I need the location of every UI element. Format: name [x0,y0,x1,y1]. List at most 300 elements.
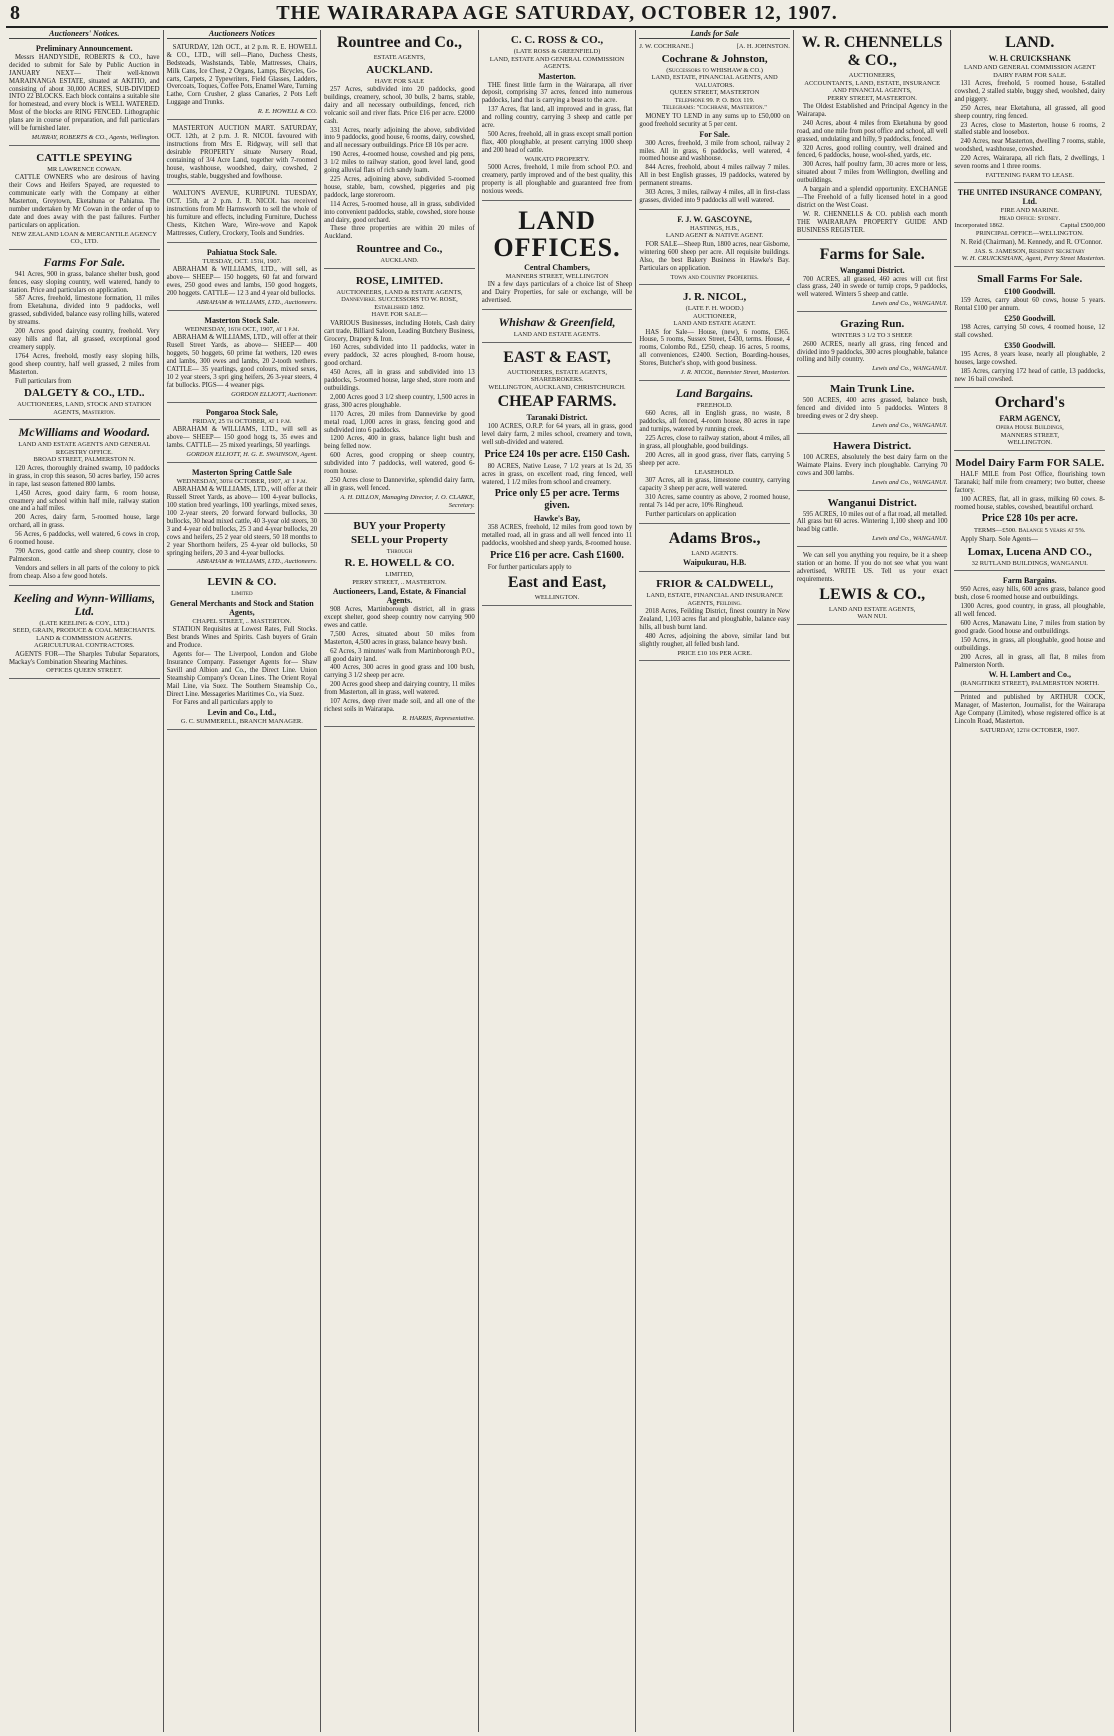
list-item: 600 Acres, Manawatu Line, 7 miles from station by good grade. Good house and outbuildings. [954,620,1106,635]
ad-keeling [9,588,160,679]
ad-heading: Whishaw & Greenfield, [498,315,616,329]
ad-signature: A. H. DILLON, Managing Director, J. O. CLARKE, Secretary. [340,493,475,509]
ad-repeat: Rountree and Co., [356,243,443,256]
ad-heading: Keeling and Wynn-Williams, Ltd. [13,590,156,618]
list-item: 190 Acres, 4-roomed house, cowshed and pig pens, 3 1/2 miles to railway station, good level land, good going alluvial flats of rich sandy loam. [324,151,475,175]
price: PRICE £10 10s PER ACRE. [677,649,752,657]
directors: N. Reid (Chairman), M. Kennedy, and R. O'Connor. [960,238,1103,246]
list-item: AGRICULTURAL CONTRACTORS. [34,642,135,650]
ad-sub: LIMITED, [385,571,414,579]
list-item: 225 Acres, adjoining above, subdivided 5-roomed house, stable, barn, cowshed, piggeries and pig paddock, large storeroom. [324,175,475,199]
ad-footer: These three properties are within 20 miles of Auckland. [324,225,475,241]
ad-sub: AUCTIONEERS, [848,72,896,79]
ad-heading: Orchard's [994,394,1065,412]
ad-lead: HAVE FOR SALE— [371,311,428,319]
list-item: 225 Acres, close to railway station, about 4 miles, all in grass, all ploughable, good buildings. [639,435,790,451]
list-item: 320 Acres, good rolling country, well drained and fenced, 6 paddocks, house, wool-shed, yards, etc. [796,144,948,160]
ad-sub: LAND AND ESTATE AGENTS AND GENERAL REGISTRY OFFICE. [18,441,151,456]
ad-farms [9,252,160,421]
ad-ross [482,30,633,201]
ad-heading: Farms For Sale. [43,254,126,269]
district-heading: Taranaki District. [526,413,588,422]
ad-sub: (Successors to WHISHAW & CO.) [666,66,763,74]
newspaper-title: THE WAIRARAPA AGE SATURDAY, OCTOBER 12, 1907. [276,1,838,24]
terms: TERMS—£500. Balance 5 years at 5%. [973,527,1086,535]
list-item: 1200 Acres, 400 in grass, balance light bush and being felled now. [324,435,475,451]
list-item: 700 ACRES, all grassed, 460 acres will cut first class grass, 240 in swede or turnip crops, 9 paddocks, well watered. Winters 5 sheep and cattle. [796,275,948,299]
ad-heading: LAND OFFICES. [493,205,621,262]
list-item: 23 Acres, close to Masterton, house 6 rooms, 2 stalled stable and loosebox. [954,121,1106,137]
column-4 [479,30,637,1732]
ad-pongaroa [167,405,318,463]
list-item: 200 Acres good sheep and dairying country, 11 miles from Masterton, all in grass, well watered. [324,681,475,697]
ad-repeat-city: AUCKLAND. [380,257,419,265]
ad-mcwilliams [9,422,160,585]
list-item: 62 Acres, 3 minutes' walk from Martinborough P.O., all good dairy land. [324,647,475,663]
ad-telephone: Telephone 99. P. O. Box 119. [674,96,755,104]
list-item: 5000 Acres, freehold, 1 mile from school P.O. and creamery, partly improved and of the best quality, this property is all ploughable and guaranteed free from noxious weeds. [481,164,633,195]
ad-sub: Central Chambers, [524,262,590,272]
ad-heading: CATTLE SPEYING [36,151,133,164]
ad-sub: WINTERS 3 1/2 TO 3 SHEEP. [831,332,913,340]
ad-levin [167,572,318,730]
list-item: 100 ACRES, absolutely the best dairy farm on the Waimate Plains. Every inch ploughable. Carrying 70 cows and 300 lambs. [796,453,948,477]
ad-rose [324,271,475,514]
ad-preliminary [9,41,160,146]
ad-heading: Land Bargains. [675,385,754,400]
goodwill-heading: £250 Goodwill. [1004,314,1056,323]
imprint: Printed and published by ARTHUR COCK, Manager, of Masterton, Journalist, for the Wairarapa Age Company (Limited), whose registered office is at Lincoln Road, Masterton. [954,693,1106,725]
ad-text: HAS for Sale— House, (new), 6 rooms, £365. House, 5 rooms, Sussex Street, £430, terms. House, 4 rooms, Colombo Rd., £250, cheap. 16 acres, 5 rooms, all conveniences, £2400. Section, Boarding-houses, Stores, Butcher's shop, with good business. [639,328,790,368]
list-item: VARIOUS Businesses, including Hotels, Cash dairy cart trade, Billiard Saloon, Leading Butchery Business, Grocery, Drapery & Iron. [324,319,475,343]
ad-heading: Masterton Spring Cattle Sale [191,467,292,477]
principal-office: PRINCIPAL OFFICE—WELLINGTON. [975,230,1084,238]
agent-name: W. H. CRUICKSHANK, Agent, Perry Street Masterton. [961,255,1106,263]
ad-address: MANNERS STREET, [1000,431,1059,439]
ad-auction-3 [167,187,318,242]
agent-name: Lewis and Co., WANGANUI. [872,300,948,308]
ad-heading: Rountree and Co., [336,34,462,51]
ad-lead: HAVE FOR SALE [374,77,425,85]
ad-sub-heading: FREEHOLD. [696,401,733,409]
list-item: 240 Acres, near Masterton, dwelling 7 rooms, stable, woodshed, washhouse, cowshed. [954,138,1106,154]
page-number: 8 [10,1,20,24]
ad-sub: HASTINGS, H.B., [689,224,740,232]
ad-cruickshank [954,30,1105,183]
ad-signature: ABRAHAM & WILLIAMS, LTD., Auctioneers. [196,558,318,566]
list-item: 250 Acres close to Dannevirke, splendid dairy farm, all in grass, well fenced. [324,476,475,492]
column-3 [321,30,479,1732]
ad-city: WELLINGTON. [1007,439,1052,447]
ad-sub: Limited [231,590,253,598]
ad-heading-2: W. H. CRUICKSHANK [988,54,1071,63]
ad-sub-2: AUCTIONEER, [693,312,737,320]
ad-sub: (LATE KEELING & COY., LTD.) [39,619,130,627]
ad-signature: MURRAY, ROBERTS & CO., Agents, Wellington. [31,133,160,141]
ad-text: MASTERTON AUCTION MART. SATURDAY, OCT. 12th, at 2 p.m. J. R. NICOL favoured with instructions from Mrs E. Ridgway, will sell that desirable PROPERTY situate Nursery Road, containing of 3/4 Acre Land, together with 7-roomed house, washhouse, woodshed, dairy, cowshed, 2 troughs, stable, buggyshed and fowlhouse. [166,125,318,180]
list-item: 1300 Acres, good country, in grass, all ploughable, all well fenced. [954,603,1106,619]
ad-heading: ROSE, LIMITED. [355,274,443,287]
ad-adams [639,526,790,573]
ad-through: Through [386,547,413,555]
list-item: 480 Acres, adjoining the above, similar land but slightly rougher, all felled bush land. [639,633,790,648]
ad-address: CHAPEL STREET, .. MASTERTON. [192,617,292,625]
ad-tagline: The Oldest Established and Principal Agency in the Wairarapa. [796,103,948,118]
ad-text: WALTON'S AVENUE, KURIPUNI. TUESDAY, OCT. 15th, at 2 p.m. J. R. NICOL has received instructions from Mr Harmsworth to sell the whole of his furniture and effects, including Furniture, Duchess Chests, Kitchen Ware, Wire-wove and Kapok Mattresses, Cutlery, Crockery, Tools and Sundries. [166,190,318,237]
ad-sub-2: ACCOUNTANTS, LAND, ESTATE, INSURANCE AND FINANCIAL AGENTS, [804,79,941,94]
ad-masterton-stock [167,313,318,403]
ad-heading: W. R. CHENNELLS & CO., [801,34,943,69]
price: Price only £5 per acre. Terms given. [494,488,620,512]
ad-pahiatua [167,245,318,311]
list-item: 1764 Acres, freehold, mostly easy sloping hills, good sheep country, half well grassed, 2 miles from Masterton. [9,352,160,376]
list-item: 200 Acres good dairying country, freehold. Very easy hills and flat, all grassed, exceptional good creamery supply. [9,328,160,351]
ad-date: TUESDAY, OCT. 15th, 1907. [202,257,282,265]
ad-city: AUCKLAND. [366,63,433,76]
agent-name: R. E. HOWELL & CO. [344,557,455,570]
list-item: 2018 Acres, Feilding District, finest country in New Zealand, 1,103 acres flat and ploughable, balance easy hills, all bush burnt land. [639,608,790,632]
ad-lead: DAIRY FARM FOR SALE. [993,71,1067,79]
list-item: 100 ACRES, flat, all in grass, milking 60 cows. 8-roomed house, stables, cowshed, beautiful orchard. [954,495,1106,511]
agent-name: Lomax, Lucena AND CO., [967,545,1092,558]
ad-sub-2: Auctioneers, Land, Estate, & Financial Agents. [332,587,466,606]
ad-sub-heading: LEASEHOLD. [694,468,735,476]
ad-hawera [797,436,948,491]
ad-heading: Model Dairy Farm FOR SALE. [955,456,1105,469]
agent-name: East and East, [507,574,607,592]
ad-land-offices [482,203,633,310]
ad-city: WAN NUI. [857,613,887,621]
ad-heading: C. C. ROSS & CO., [510,34,604,46]
ad-signature: R. HARRIS, Representative. [402,714,475,722]
ad-signature: G. C. SUMMERELL, BRANCH MANAGER. [180,718,303,726]
ad-heading: McWilliams and Woodard. [18,425,151,440]
ad-date: FRIDAY, 25 th OCTOBER, at 1 p.m. [192,417,292,425]
ad-sub: AUCTIONEERS, ESTATE AGENTS, SHAREBROKERS. [507,368,607,383]
partner-names [639,43,790,51]
list-item: 150 Acres, in grass, all ploughable, good house and outbuildings. [954,636,1106,652]
section-header: Auctioneers' Notices. [9,30,160,39]
ad-heading: LEVIN & CO. [207,576,277,589]
partner-left: J. W. COCHRANE.] [639,42,694,50]
list-item: 131 Acres, freehold, 5 roomed house, 6-stalled cowshed, 2 stalled stable, buggy shed, woolshed, dairy and piggery. [954,80,1106,103]
ad-text: A bargain and a splendid opportunity. EXCHANGE—The Freehold of a fully licensed hotel in a good district on the West Coast. [796,186,948,209]
ad-heading: Main Trunk Line. [830,383,915,396]
ad-heading: LEWIS & CO., [819,585,926,603]
list-item: 120 Acres, thoroughly drained swamp, 10 paddocks in grass, in crop this season, 50 acres barley, 150 acres in rape, last season fattened 800 lambs. [9,464,160,488]
agent-name: W. H. Lambert and Co., [988,670,1071,680]
agent-name: DALGETY & CO., LTD.. [24,387,145,400]
ad-address: PERRY STREET, MASTERTON. [827,94,917,102]
column-1 [6,30,164,1732]
column-2 [164,30,322,1732]
ad-heading-2: CHEAP FARMS. [497,393,617,410]
ad-date: WEDNESDAY, 16th OCT., 1907, at 1 p.m. [184,325,300,333]
ad-heading-2: General Merchants and Stock and Station Agents, [170,598,314,617]
ad-sub: FIRE AND MARINE. [1000,207,1059,215]
list-item: 250 Acres, near Eketahuna, all grassed, all good sheep country, ring fenced. [954,104,1106,120]
section-header: Lands for Sale [639,30,790,39]
ad-gascoyne [639,212,790,285]
agent-sub: AUCTIONEERS, LAND, STOCK AND STATION AGENTS, Masterton. [17,401,152,416]
ad-sub-heading: WAIKATO PROPERTY. [524,155,590,163]
ad-wanganui [797,493,948,548]
list-item: 200 Acres, all in grass, all flat, 8 miles from Palmerston North. [954,653,1106,669]
ad-sub: LAND AGENTS. [691,549,738,557]
list-item: 2,000 Acres good 3 1/2 sheep country, 1,500 acres in grass, 300 acres ploughable. [324,393,475,409]
imprint-date: SATURDAY, 12th OCTOBER, 1907. [980,726,1080,734]
ad-text: HALF MILE from Post Office, flourishing town Taranaki; half mile from creamery; two butter, cheese factory. [954,470,1106,494]
ad-east [482,345,633,606]
list-item: 790 Acres, good cattle and sheep country, close to Palmerston. [9,547,160,563]
list-item: 56 Acres, 6 paddocks, well watered, 6 cows in crop, 6 roomed house. [9,531,160,547]
ad-city: Masterton. [538,71,576,81]
ad-heading: Farms for Sale. [819,245,925,263]
ad-sub: (LATE ROSS & GREENFIELD) [513,48,601,55]
ad-address: QUEEN STREET, MASTERTON [669,89,760,97]
ad-heading: Cochrane & Johnston, [661,52,768,65]
ad-heading: BUY your Property [353,519,446,532]
ad-sub-2: LAND, ESTATE, FINANCIAL AGENTS, AND VALUATORS. [651,74,778,89]
columns [6,30,1108,1732]
ad-auction-2 [167,122,318,185]
agent-name: Lewis and Co., WANGANUI. [872,365,948,373]
ad-farm-bargains [954,573,1105,692]
ad-nicol [639,287,790,381]
list-item: 137 Acres, flat land, all improved and in grass, flat and rolling country, carrying 3 sheep and cattle per acre. [481,106,633,130]
ad-footer: Full particulars from [15,377,72,385]
ad-model-dairy [954,453,1105,571]
ad-heading-2: FARM AGENCY, [999,414,1061,424]
list-item: 500 Acres, freehold, all in grass except small portion flax, 400 ploughable, at present carrying 1000 sheep and 200 head of cattle. [481,130,633,154]
list-item: 941 Acres, 900 in grass, balance shelter bush, good fences, easy sloping country, well watered, handy to station. Price and particulars on application. [9,270,160,294]
ad-address: BROAD STREET, PALMERSTON N. [33,456,136,464]
ad-frior [639,574,790,661]
ad-heading: Pongaroa Stock Sale, [205,407,278,417]
list-item: LAND & COMMISSION AGENTS. [36,634,133,642]
list-item: 500 ACRES, 400 acres grassed, balance bush, fenced and divided into 5 paddocks. Winters 8 breeding ewes or 2 dry sheep. [796,397,948,421]
ad-sub-2: LAND, ESTATE AND GENERAL COMMISSION AGENTS. [489,55,625,70]
list-item: 185 Acres, carrying 172 head of cattle, 13 paddocks, new 16 bail cowshed. [954,367,1106,383]
capital: Capital £500,000 [1060,222,1106,230]
ad-signature: R. E. HOWELL & CO. [257,108,318,116]
ad-text: Messrs HANDYSIDE, ROBERTS & CO., have decided to submit for Sale by Public Auction in JANUARY NEXT— Their well-known MARAINANGA ESTATE, situated at AKITIO, and consisting of about 30,000 ACRES, SUB-DIVIDED INTO 22 BLOCKS. Each block contains a suitable site for homestead, and every block is WELL WATERED. Most of the blocks are RING FENCED. Lithographic plans are in course of preparation, and full particulars will be furnished later. [9,53,160,133]
ad-footer: Vendors and sellers in all parts of the colony to pick from cheap. Also a few good hotels. [9,564,160,580]
list-item: 587 Acres, freehold, limestone formation, 11 miles from Eketahuna, divided into 9 paddocks, well grassed, subdivided, balance easy rolling hills, watered by streams. [9,295,160,327]
ad-text: ABRAHAM & WILLIAMS, LTD., will sell, as above— SHEEP— 150 hoggets, 60 fat and forward ewes, 250 good ewes and lambs, 150 good hoggets, 200 hoggets. CATTLE— 12 3 and 4 year old bullocks. [166,266,318,298]
ad-heading: Preliminary Announcement. [35,43,133,53]
ad-text: We can sell you anything you require, be it a sheep station or an home. If you do not see what you want advertised, WRITE US. Tell us your exact requirements. [796,552,948,583]
list-item: 159 Acres, carry about 60 cows, house 5 years. Rental £100 per annum. [954,297,1106,313]
list-item: 200 Acres, all in good grass, river flats, carrying 5 sheep per acre. [639,451,790,467]
ad-heading-2: SELL your Property [351,533,448,546]
ad-heading: Wanganui District. [827,496,917,509]
ad-land-bargains [639,383,790,524]
ad-sub-2: LAND AGENT & NATIVE AGENT. [665,232,764,240]
column-7 [951,30,1108,1732]
list-item: AGENTS FOR—The Sharples Tubular Separators, Mackay's Combination Shearing Machines. [9,650,160,666]
ad-rountree [324,30,475,269]
ad-text: ABRAHAM & WILLIAMS, LTD., will sell as above— SHEEP— 150 good hogg ts, 35 ewes and lambs. CATTLE— 25 mixed yearlings, 50 yearlings. [166,426,318,449]
ad-address: 32 RUTLAND BUILDINGS, WANGANUI. [971,559,1088,567]
list-item: 595 ACRES, 10 miles out of a flat road, all metalled. All grass but 60 acres. Wintering 1,100 sheep and 100 head big cattle. [796,510,948,534]
list-item: 310 Acres, same country as above, 2 roomed house, rental 7s 14d per acre, 10% Ringheud. [639,494,790,509]
list-item: 300 Acres, half poultry farm, 30 acres more or less, situated about 7 miles from Wellington, dwelling and outbuildings. [796,161,948,185]
ad-spring-cattle [167,465,318,571]
ad-sub: AUCTIONEERS, LAND & ESTATE AGENTS, Dannevirke. SUCCESSORS TO W. ROSE, [336,288,463,304]
list-item: 7,500 Acres, situated about 50 miles from Masterton, 4,500 acres in grass, balance heavy bush. [324,630,475,646]
ad-text: FOR SALE—Sheep Run, 1800 acres, near Gisborne, wintering 600 sheep per acre. All requisite buildings. Also, the best Bakery Business in Hawke's Bay. Particulars on application. [639,240,790,272]
ad-heading: EAST & EAST, [503,348,611,366]
ad-spaying [9,148,160,250]
ad-insurance [954,185,1105,267]
ad-address: (RANGITIKEI STREET), PALMERSTON NORTH. [960,680,1099,688]
ad-heading: Adams Bros., [668,529,761,547]
ad-sub: LAND, ESTATE, FINANCIAL AND INSURANCE AGENTS, Feilding. [646,592,783,607]
ad-grazing-run [797,314,948,377]
list-item: 660 Acres, all in English grass, no waste, 8 paddocks, all fenced, 4-room house, 80 acres in rape and turnips, watered by running creek. [639,410,790,434]
ad-orchard [954,390,1105,451]
list-item: 160 Acres, subdivided into 11 paddocks, water in every paddock, 32 acres ploughed, 8-room house, good orchard. [324,344,475,368]
list-item: 2600 ACRES, nearly all grass, ring fenced and divided into 9 paddocks, 300 acres ploughable, balance rolling and hilly country. [796,340,948,364]
ad-agents: Agents for— The Liverpool, London and Globe Insurance Company. Passenger Agents for— Shaw Savill and Albion and Co., the Direct Line. Union Steamship Company's Ocean Lines. The Orient Royal Mail Line, via Suez. The Southern Steamship Co., Direct Line. Messageries Maritimes Co., via Suez. [166,651,318,698]
district-heading: Wanganui District. [839,265,905,275]
ad-sub: Opera House Buildings, [995,424,1064,432]
list-item: 1,450 Acres, good dairy farm, 6 room house, creamery and school within half mile, railway station one and a half miles. [9,489,160,513]
ad-byline: MR LAWRENCE COWAN. [47,165,122,173]
list-item: 220 Acres, Wairarapa, all rich flats, 2 dwellings, 1 seven rooms and 1 three rooms. [954,155,1106,171]
list-item: 257 Acres, subdivided into 20 paddocks, good buildings, creamery, school, 30 bulls, 2 barns, stable, dairy and all necessary outbuildings, fenced, rich volcanic soil and river flats. Price £16 per acre. £2000 cash. [324,86,475,125]
apply-line: Apply Sharp. Sole Agents— [960,535,1038,543]
goodwill-heading: £100 Goodwill. [1004,287,1056,297]
ad-footer: FATTENING FARM TO LEASE. [985,171,1074,179]
list-item: 114 Acres, 5-roomed house, all in grass, subdivided into convenient paddocks, stable, cowshed, store house and dairy, good orchard. [324,200,475,224]
district-heading: Hawke's Bay, [533,514,581,524]
ad-footer: For Fares and all particulars apply to [172,699,273,707]
ad-farms-for-sale [797,242,948,313]
ad-chennells [797,30,948,240]
ad-heading: Farm Bargains. [1002,576,1057,586]
list-item: 195 Acres, 8 years lease, nearly all ploughable, 2 houses, large cowshed. [954,350,1106,366]
ad-sub: LAND AND ESTATE AGENTS, [828,605,916,613]
ad-heading: LAND. [1005,34,1055,51]
ad-text: ABRAHAM & WILLIAMS, LTD., will offer at their Rusell Street Yards, as above— SHEEP— 400 hoggets, 50 hoggets, 60 prime fat wethers, 120 ewes and lambs, 300 ewes and lambs, 20 2-tooth wethers. CATTLE— 35 yearlings, good colours, mixed sexes, 10 2 year steers, 3 spri ging heifers, 26 3-year steers, 4 fat bullocks. PIGS— 4 weaner pigs. [166,334,318,389]
ad-sub: LAND AND ESTATE AGENTS. [513,331,601,338]
ad-heading: Grazing Run. [840,318,905,331]
ad-signature: GORDON ELLIOTT, Auctioneer. [231,390,318,398]
ad-signature: W. R. CHENNELLS & CO. publish each month THE WAIRARAPA PROPERTY GUIDE AND BUSINESS REGISTER. [796,210,948,234]
agent-name: Levin and Co., Ltd., [207,708,277,718]
ad-footer: For further particulars apply to [487,564,572,572]
ad-footer: OFFICES QUEEN STREET. [46,667,123,675]
list-item: 303 Acres, 3 miles, railway 4 miles, all in first-class grasses, divided into 9 paddocks all well watered. [639,189,790,204]
partner-right: [A. H. JOHNSTON. [736,42,790,50]
ad-text: CATTLE OWNERS who are desirous of having their Cows and Heifers Spayed, are requested to communicate early with the Company at either Masterton, Greytown, Eketahuna or Pahiatua. The number undertaken by Mr Cowan in the order of up to date and does away with the past failures. Further particulars on application. [9,174,160,229]
ad-heading: FRIOR & CALDWELL, [656,578,774,591]
incorporated: Incorporated 1862. [954,222,1004,230]
ad-date: WEDNESDAY, 30th OCTOBER, 1907, at 1 p.m. [176,477,308,485]
list-item: 331 Acres, nearly adjoining the above, subdivided into 9 paddocks, good house, 6 rooms, dairy, cowshed, and all necessary outbuildings. Price £8 10s per acre. [324,126,475,150]
ad-sub: LAND AND GENERAL COMMISSION AGENT [963,64,1096,71]
incorporation-row [954,222,1105,230]
ad-cochrane [639,41,790,210]
list-item: 358 ACRES, freehold, 12 miles from good town by metalled road, all in grass and all well fenced into 11 paddocks, woolshed and sheep yards, 8-roomed house. [481,524,633,548]
ad-howell [324,516,475,727]
ad-heading: THE UNITED INSURANCE COMPANY, Ltd. [957,188,1102,207]
ad-sub: (LATE F. H. WOOD.) [685,305,744,312]
ad-sub: ESTATE AGENTS, [373,54,426,61]
ad-heading: Hawera District. [833,439,912,452]
ad-cities: WELLINGTON, AUCKLAND, CHRISTCHURCH. [488,383,626,391]
manager: JAS. S. JAMESON, Resident Secretary [974,247,1085,255]
ad-for-sale: For Sale. [699,129,730,139]
ad-signature: GORDON ELLIOTT, H. G. E. SWAINSON, Agent. [186,450,318,458]
ad-telegrams: Telegrams: "Cochrane, Masterton." [662,104,767,112]
ad-small-farms [954,269,1105,388]
price: Price £28 10s per acre. [981,513,1078,525]
list-item: 844 Acres, freehold, about 4 miles railway 7 miles. All in best English grasses, 19 paddocks, watered by permanent streams. [639,164,790,188]
agent-name: Lewis and Co., WANGANUI. [872,535,948,543]
list-item: 198 Acres, carrying 50 cows, 4 roomed house, 12 stall cowshed. [954,324,1106,339]
ad-text: MONEY TO LEND in any sums up to £50,000 on good freehold security at 5 per cent. [639,112,790,128]
ad-address: MANNERS STREET, WELLINGTON [505,272,609,280]
ad-est: Established 1892. [374,303,425,311]
agent-name: Lewis and Co., WANGANUI. [872,421,948,429]
ad-footer: Town and Country Properties. [670,273,759,281]
list-item: 100 ACRES, O.R.P. for 64 years, all in grass, good level dairy farm, 2 miles school, creamery and town, well sub-divided and watered. [481,423,633,446]
agent-name: Lewis and Co., WANGANUI. [872,478,948,486]
list-item: 1170 Acres, 20 miles from Dannevirke by good metal road, 1,000 acres in grass, fencing good and subdivided into 6 paddocks. [324,410,475,434]
section-header: Auctioneers Notices [167,30,318,39]
list-item: 80 ACRES, Native Lease, 7 1/2 years at 1s 2d, 35 acres in grass, on excellent road, ring fenced, well watered, 1 1/2 miles from school and creamery. [481,462,633,486]
masthead [6,0,1108,28]
goodwill-heading: £350 Goodwill. [1004,340,1056,350]
ad-signature: NEW ZEALAND LOAN & MERCANTILE AGENCY CO., LTD. [11,230,157,246]
list-item: 200 Acres, dairy farm, 5-roomed house, large orchard, all in grass. [9,514,160,530]
ad-heading: Small Farms For Sale. [977,273,1083,286]
column-5 [636,30,794,1732]
ad-text: ABRAHAM & WILLIAMS, LTD., will offer at their Russell Street Yards, as above— 100 4-year bullocks, 100 station bred yearlings, 100 yearlings, mixed sexes, 100 2-year steers, 20 forward forward bullocks, 30 bullocks, 30 head mixed cattle, 40 3-year old steers, 30 3 and 4-year old bullocks, 25 3 and 4-year bullocks, 20 cows and heifers, 25 2 year old steers, 50 18 months to 2 year Shorthorn heifers, 25 4-year old bullocks, 50 springing heifers, 20 3 and 4-year bullocks. [166,486,318,557]
ad-main-trunk [797,379,948,434]
list-item: 400 Acres, 300 acres in good grass and 100 bush, carrying 3 1/2 sheep per acre. [324,664,475,680]
list-item: 240 Acres, about 4 miles from Eketahuna by good road, and one mile from post office and school, all well grassed, undulating and hilly, 9 paddocks, fenced. [796,119,948,143]
list-item: 450 Acres, all in grass and subdivided into 13 paddocks, 5-roomed house, large shed, store room and outbuildings. [324,369,475,392]
ad-heading: F. J. W. GASCOYNE, [677,214,752,224]
price: Price £16 per acre. Cash £1600. [490,550,624,562]
price: Price £24 10s per acre. £150 Cash. [484,448,630,460]
ad-sub-3: LAND AND ESTATE AGENT. [673,320,756,327]
ad-auction-1 [167,41,318,120]
list-item: SEED, GRAIN, PRODUCE & COAL MERCHANTS. [12,627,156,635]
list-item: 908 Acres, Martinborough district, all in grass except shelter, good sheep country now carrying 900 ewes and cattle. [324,606,475,629]
ad-heading: Pahiatua Stock Sale. [206,247,277,257]
ad-signature: J. R. NICOL, Bannister Street, Masterton. [680,369,790,377]
ad-text: STATION Requisites at Lowest Rates, Full Stocks. Best brands Wines and Spirits. Cash buyers of Grain and Produce. [166,626,318,650]
ad-heading: Masterton Stock Sale. [204,315,280,325]
list-item: 307 Acres, all in grass, limestone country, carrying capacity 3 sheep per acre, well watered. [639,477,790,493]
ad-city: WELLINGTON. [534,594,580,602]
ad-signature: ABRAHAM & WILLIAMS, LTD., Auctioneers. [196,298,318,306]
ad-sub-2: Head Office: Sydney. [999,214,1061,222]
ad-text: SATURDAY, 12th OCT., at 2 p.m. R. E. HOWELL & CO., LTD., will sell—Piano, Duchess Chests, Bedsteads, Washstands, Table, Mattresses, Chairs, Milk Cans, Ice Chest, 2 Organs, Lamps, Bicycles, Go-carts, Carpets, 2 Typewriters, Field Glasses, Ladders, Overcoats, Toques, Coffee Pots, Enamel Ware, Turning Lathe, Corn Crusher, 2 glass Canaries, 2 Pots Left Luggage and Trunks. [166,43,318,107]
ad-address: PERRY STREET, .. MASTERTON. [352,578,447,586]
list-item: 600 Acres, good cropping or sheep country, subdivided into 7 paddocks, well watered, good 6-room house. [324,452,475,476]
ad-footer: Further particulars on application [645,510,737,518]
ad-heading: J. R. NICOL, [682,291,747,303]
ad-text: IN a few days particulars of a choice list of Sheep and Dairy Properties, for sale or exchange, will be advertised. [481,281,633,305]
ad-city: Waipukurau, H.B. [683,558,747,568]
column-6 [794,30,952,1732]
